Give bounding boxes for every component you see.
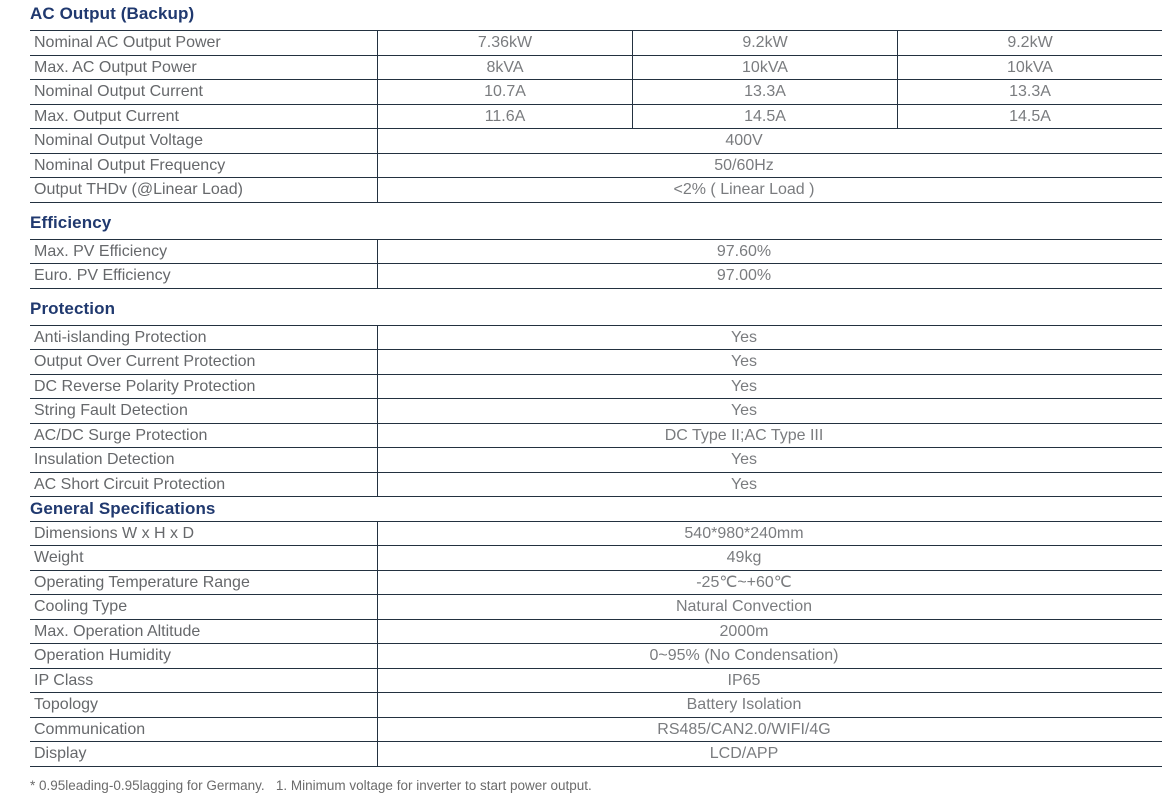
table-row xyxy=(30,349,1162,374)
row-value: IP65 xyxy=(377,669,1162,693)
row-value: 0~95% (No Condensation) xyxy=(377,644,1162,668)
row-value: 97.60% xyxy=(377,240,1162,264)
row-label: DC Reverse Polarity Protection xyxy=(34,377,256,395)
row-value: 9.2kW xyxy=(897,31,1162,55)
table-row xyxy=(30,545,1162,570)
table-row xyxy=(30,447,1162,472)
table-row xyxy=(30,153,1162,178)
row-value: DC Type II;AC Type III xyxy=(377,424,1162,448)
row-label: Display xyxy=(34,745,87,762)
table-row xyxy=(30,30,1162,55)
row-value: 400V xyxy=(377,129,1162,153)
spec-table xyxy=(30,521,1162,767)
row-label: AC/DC Surge Protection xyxy=(34,426,208,444)
row-value: RS485/CAN2.0/WIFI/4G xyxy=(377,718,1162,742)
table-row xyxy=(30,717,1162,742)
table-row xyxy=(30,423,1162,448)
table-row xyxy=(30,692,1162,717)
row-value: 50/60Hz xyxy=(377,154,1162,178)
table-row xyxy=(30,128,1162,153)
table-row xyxy=(30,55,1162,80)
row-label: Nominal Output Frequency xyxy=(34,156,226,174)
row-value: LCD/APP xyxy=(377,742,1162,766)
row-value: 10kVA xyxy=(897,56,1162,80)
row-value: 9.2kW xyxy=(632,31,897,55)
table-row xyxy=(30,325,1162,350)
row-label: Nominal Output Current xyxy=(34,83,203,100)
row-label: Max. Operation Altitude xyxy=(34,622,201,640)
row-value: 13.3A xyxy=(632,80,897,104)
row-value: 97.00% xyxy=(377,264,1162,288)
section-title: AC Output (Backup) xyxy=(30,4,195,23)
row-value: 10kVA xyxy=(632,56,897,80)
table-row xyxy=(30,472,1162,497)
spec-section xyxy=(30,2,1162,203)
row-value: Yes xyxy=(377,448,1162,472)
row-label: Output THDv (@Linear Load) xyxy=(34,181,243,198)
row-label: Anti-islanding Protection xyxy=(34,328,207,346)
row-label: Nominal Output Voltage xyxy=(34,132,203,149)
row-value: Yes xyxy=(377,375,1162,399)
row-label: Max. AC Output Power xyxy=(34,58,197,76)
table-row xyxy=(30,643,1162,668)
row-label: Communication xyxy=(34,720,146,738)
row-label: Operating Temperature Range xyxy=(34,573,250,591)
spec-table xyxy=(30,30,1162,203)
row-label: Output Over Current Protection xyxy=(34,353,256,370)
row-value: 2000m xyxy=(377,620,1162,644)
row-value: Yes xyxy=(377,473,1162,497)
row-value: 540*980*240mm xyxy=(377,522,1162,546)
row-value: Yes xyxy=(377,350,1162,374)
spec-section xyxy=(30,297,1162,498)
row-label: Insulation Detection xyxy=(34,451,175,468)
table-row xyxy=(30,104,1162,129)
spec-section xyxy=(30,497,1162,767)
table-row xyxy=(30,741,1162,766)
table-row xyxy=(30,619,1162,644)
table-row xyxy=(30,521,1162,546)
table-row xyxy=(30,374,1162,399)
table-row xyxy=(30,79,1162,104)
table-row xyxy=(30,668,1162,693)
row-value: 14.5A xyxy=(632,105,897,129)
section-title: Protection xyxy=(30,298,116,318)
table-row xyxy=(30,239,1162,264)
row-value: 13.3A xyxy=(897,80,1162,104)
table-row xyxy=(30,570,1162,595)
row-value: Battery Isolation xyxy=(377,693,1162,717)
row-value: <2% ( Linear Load ) xyxy=(377,178,1162,202)
row-value: 14.5A xyxy=(897,105,1162,129)
spec-sections xyxy=(30,2,1162,767)
row-label: IP Class xyxy=(34,671,94,689)
row-value: Yes xyxy=(377,326,1162,350)
footnote: * 0.95leading-0.95lagging for Germany. 1. Minimum voltage for inverter to start power output. xyxy=(30,777,592,793)
row-label: String Fault Detection xyxy=(34,402,188,419)
row-value: 11.6A xyxy=(377,105,632,129)
section-title: Efficiency xyxy=(30,212,112,232)
row-label: Dimensions W x H x D xyxy=(34,524,195,542)
row-value: 10.7A xyxy=(377,80,632,104)
row-label: Max. PV Efficiency xyxy=(34,242,168,260)
row-label: Max. Output Current xyxy=(34,107,179,125)
table-row xyxy=(30,594,1162,619)
row-label: Topology xyxy=(34,696,99,713)
row-value: Natural Convection xyxy=(377,595,1162,619)
row-label: Operation Humidity xyxy=(34,647,171,664)
row-label: Weight xyxy=(34,549,84,566)
table-row xyxy=(30,398,1162,423)
row-label: AC Short Circuit Protection xyxy=(34,475,226,493)
row-value: Yes xyxy=(377,399,1162,423)
spec-table xyxy=(30,325,1162,498)
table-row xyxy=(30,177,1162,202)
row-value: 8kVA xyxy=(377,56,632,80)
spec-section xyxy=(30,211,1162,289)
table-row xyxy=(30,263,1162,288)
datasheet-page xyxy=(30,2,1162,794)
row-label: Cooling Type xyxy=(34,598,128,615)
section-title: General Specifications xyxy=(30,499,216,518)
row-label: Nominal AC Output Power xyxy=(34,34,221,51)
row-value: -25℃~+60℃ xyxy=(377,571,1162,595)
row-label: Euro. PV Efficiency xyxy=(34,267,171,284)
row-value: 49kg xyxy=(377,546,1162,570)
spec-table xyxy=(30,239,1162,289)
row-value: 7.36kW xyxy=(377,31,632,55)
